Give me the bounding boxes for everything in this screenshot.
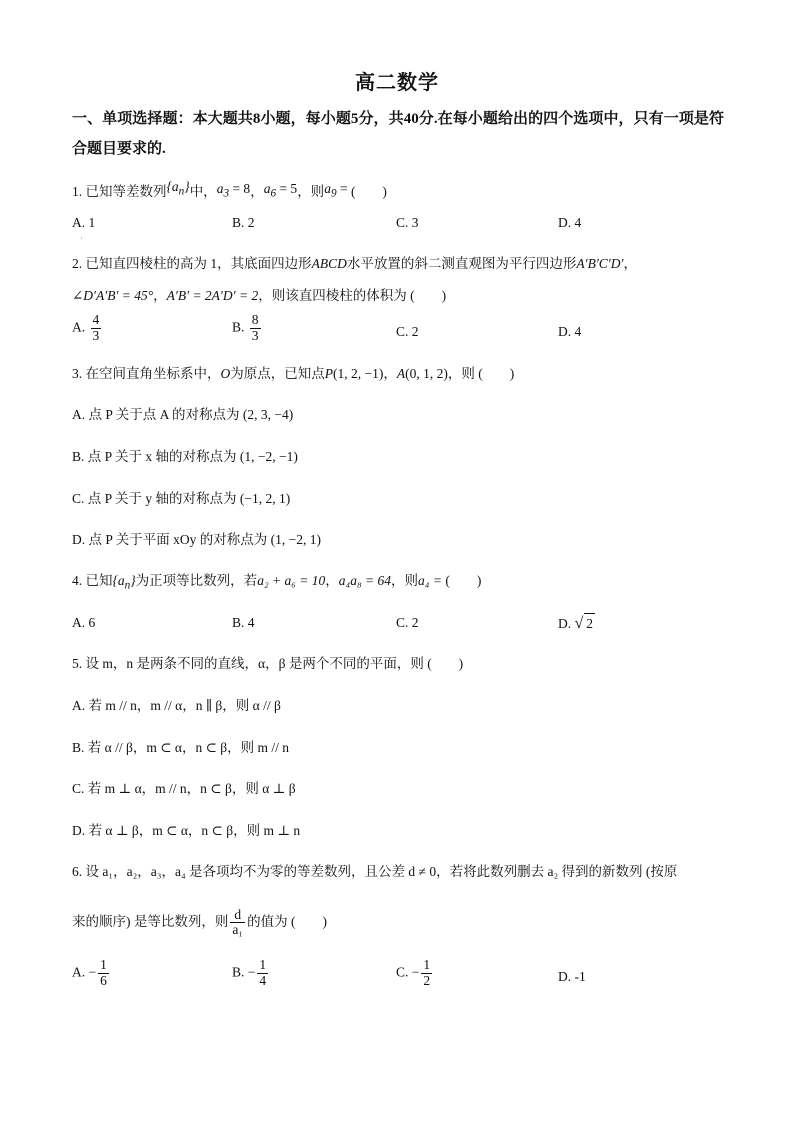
q6-optC-fraction [421, 958, 432, 989]
question-2-line-1 [72, 254, 637, 274]
question-3-stem [72, 364, 514, 384]
q2-option-c[interactable]: C. 2 [396, 324, 419, 339]
q1-paren: ( ) [350, 184, 387, 199]
section-heading: 一、单项选择题：本大题共8小题，每小题5分，共40分.在每小题给出的四个选项中，只有一项是符合题目要求的. [72, 111, 724, 157]
question-6-line-1: 6. 设 a₁，a₂，a₃，a₄ 是各项均不为零的等差数列，且公差 d ≠ 0，若将此数列删去 a₂ 得到的新数列 (按原 [72, 864, 678, 879]
q6-optA-sign: − [88, 964, 97, 980]
q2-line1b: 水平放置的斜二测直观图为平行四边形 [346, 256, 577, 271]
q1-option-c[interactable]: C. 3 [396, 215, 419, 230]
q4-stem-d: ，则 [391, 573, 419, 588]
question-4-stem [72, 571, 481, 596]
q2-parallelogram: A′B′C′D′ [576, 256, 624, 271]
q6-option-a[interactable] [72, 958, 111, 989]
q6-line2a: 来的顺序) 是等比数列，则 [72, 914, 229, 929]
question-6-line-2 [72, 904, 327, 940]
q2-optB-fraction [250, 313, 261, 344]
q4-ask: a₄ = [418, 573, 446, 588]
q1-text-b: 中， [189, 184, 217, 199]
q2-option-a[interactable] [72, 313, 103, 344]
q2-option-b[interactable] [232, 313, 263, 344]
q3-option-a[interactable]: A. 点 P 关于点 A 的对称点为 (2, 3, −4) [72, 407, 294, 422]
q2-optB-num: 8 [251, 312, 259, 327]
q5-option-a[interactable]: A. 若 m // n，m // α，n ∥ β，则 α // β [72, 698, 281, 713]
sqrt-icon: √ [574, 615, 584, 632]
q1-seq-end: } [184, 179, 190, 194]
q6-optC-den: 2 [423, 972, 431, 988]
q1-cond1-sub: 3 [223, 187, 230, 200]
q6-frac-den: a₁ [232, 922, 244, 938]
q2-optA-label: A. [72, 319, 86, 335]
q4-optD-radicand: 2 [584, 613, 595, 634]
q5-option-c[interactable]: C. 若 m ⊥ α，m // n，n ⊂ β，则 α ⊥ β [72, 781, 296, 796]
q2-line1c: ， [623, 256, 637, 271]
q5-option-b[interactable]: B. 若 α // β，m ⊂ α，n ⊂ β，则 m // n [72, 740, 290, 755]
q6-optB-label: B. [232, 964, 245, 980]
q3-stem-c: ， [383, 366, 397, 381]
q3-origin: O [220, 366, 231, 381]
q5-option-d[interactable]: D. 若 α ⊥ β，m ⊂ α，n ⊂ β，则 m ⊥ n [72, 823, 301, 838]
q4-seq-sub: n [124, 579, 131, 592]
q1-sep: ， [250, 184, 264, 199]
q2-eq: A′B′ = 2A′D′ = 2 [166, 288, 259, 303]
question-1-stem [72, 179, 387, 207]
q4-option-a[interactable]: A. 6 [72, 615, 96, 630]
q6-fraction [230, 908, 245, 939]
q1-cond1-val: = 8 [229, 181, 251, 196]
q6-optC-sign: − [411, 964, 420, 980]
q1-text-a: 已知等差数列 [85, 184, 167, 199]
q6-option-c[interactable] [396, 958, 434, 989]
q2-line2b: ，则该直四棱柱的体积为 ( ) [258, 288, 447, 303]
q4-option-c[interactable]: C. 2 [396, 615, 419, 630]
q6-optB-fraction [257, 958, 268, 989]
q3-option-b[interactable]: B. 点 P 关于 x 轴的对称点为 (1, −2, −1) [72, 449, 298, 464]
q6-optA-num: 1 [100, 957, 107, 972]
q1-option-d[interactable]: D. 4 [558, 215, 582, 230]
q6-line2b: 的值为 ( ) [247, 914, 327, 929]
q3-stem-a: 3. 在空间直角坐标系中， [72, 366, 221, 381]
q6-optB-num: 1 [259, 957, 267, 972]
q1-option-a[interactable]: A. 1 [72, 215, 96, 230]
q6-optA-den: 6 [100, 972, 107, 988]
q4-seq-end: } [130, 573, 136, 588]
q6-option-b[interactable] [232, 958, 270, 989]
question-5-stem: 5. 设 m，n 是两条不同的直线，α，β 是两个不同的平面，则 ( ) [72, 656, 464, 671]
q4-stem-c: ， [325, 573, 339, 588]
q6-option-d[interactable]: D. -1 [558, 969, 586, 984]
q2-optA-den: 3 [92, 327, 100, 343]
q4-eq2: a₄a₈ = 64 [338, 573, 392, 588]
q2-option-d[interactable]: D. 4 [558, 324, 582, 339]
q4-stem-a: 4. 已知 [72, 573, 113, 588]
q1-cond1: a [216, 181, 224, 196]
q6-optA-fraction [98, 958, 109, 989]
q4-paren: ( ) [445, 573, 482, 588]
q1-ask-sub: 9 [330, 187, 337, 200]
q4-eq1: a₂ + a₆ = 10 [257, 573, 326, 588]
page-title: 高二数学 [355, 72, 439, 94]
q4-seq: {a [112, 573, 125, 588]
stray-mark: · [80, 234, 83, 243]
q3-option-d[interactable]: D. 点 P 关于平面 xOy 的对称点为 (1, −2, 1) [72, 532, 321, 547]
q2-angle: ∠D′A′B′ = 45° [72, 288, 154, 303]
q3-option-c[interactable]: C. 点 P 关于 y 轴的对称点为 (−1, 2, 1) [72, 491, 291, 506]
q6-frac-num: d [230, 908, 245, 924]
q6-optC-label: C. [396, 964, 409, 980]
q1-ask-val: = [336, 181, 351, 196]
q6-optA-label: A. [72, 964, 86, 980]
q2-optB-label: B. [232, 319, 245, 335]
q1-ask: a [324, 181, 331, 196]
q3-stem-b: 为原点，已知点 [230, 366, 325, 381]
q3-point-a-coords: (0, 1, 2) [405, 366, 448, 381]
q1-cond2-sub: 6 [270, 187, 277, 200]
q6-optB-den: 4 [259, 972, 267, 988]
q2-optA-fraction [91, 313, 102, 344]
q3-point-p: P [324, 366, 333, 381]
q4-stem-b: 为正项等比数列，若 [135, 573, 258, 588]
question-2-line-2 [72, 286, 446, 306]
q2-optA-num: 4 [92, 312, 100, 327]
q4-option-d[interactable] [558, 613, 595, 634]
q1-cond2: a [263, 181, 271, 196]
q3-point-a: A [396, 366, 406, 381]
q6-optC-num: 1 [423, 957, 431, 972]
q2-abcd: ABCD [311, 256, 347, 271]
q2-line1: 2. 已知直四棱柱的高为 1，其底面四边形 [72, 256, 312, 271]
q4-option-b[interactable]: B. 4 [232, 615, 255, 630]
q3-stem-d: ，则 ( ) [447, 366, 515, 381]
q1-text-c: ，则 [297, 184, 325, 199]
q1-cond2-val: = 5 [276, 181, 298, 196]
q6-optB-sign: − [247, 964, 256, 980]
q2-optB-den: 3 [251, 327, 259, 343]
q3-point-p-coords: (1, 2, −1) [333, 366, 384, 381]
q1-number: 1. [72, 184, 86, 199]
q1-seq: {a [166, 179, 179, 194]
q4-optD-label: D. [558, 616, 572, 631]
q2-comma: ， [153, 288, 167, 303]
q1-option-b[interactable]: B. 2 [232, 215, 255, 230]
q1-seq-sub: n [178, 185, 185, 198]
